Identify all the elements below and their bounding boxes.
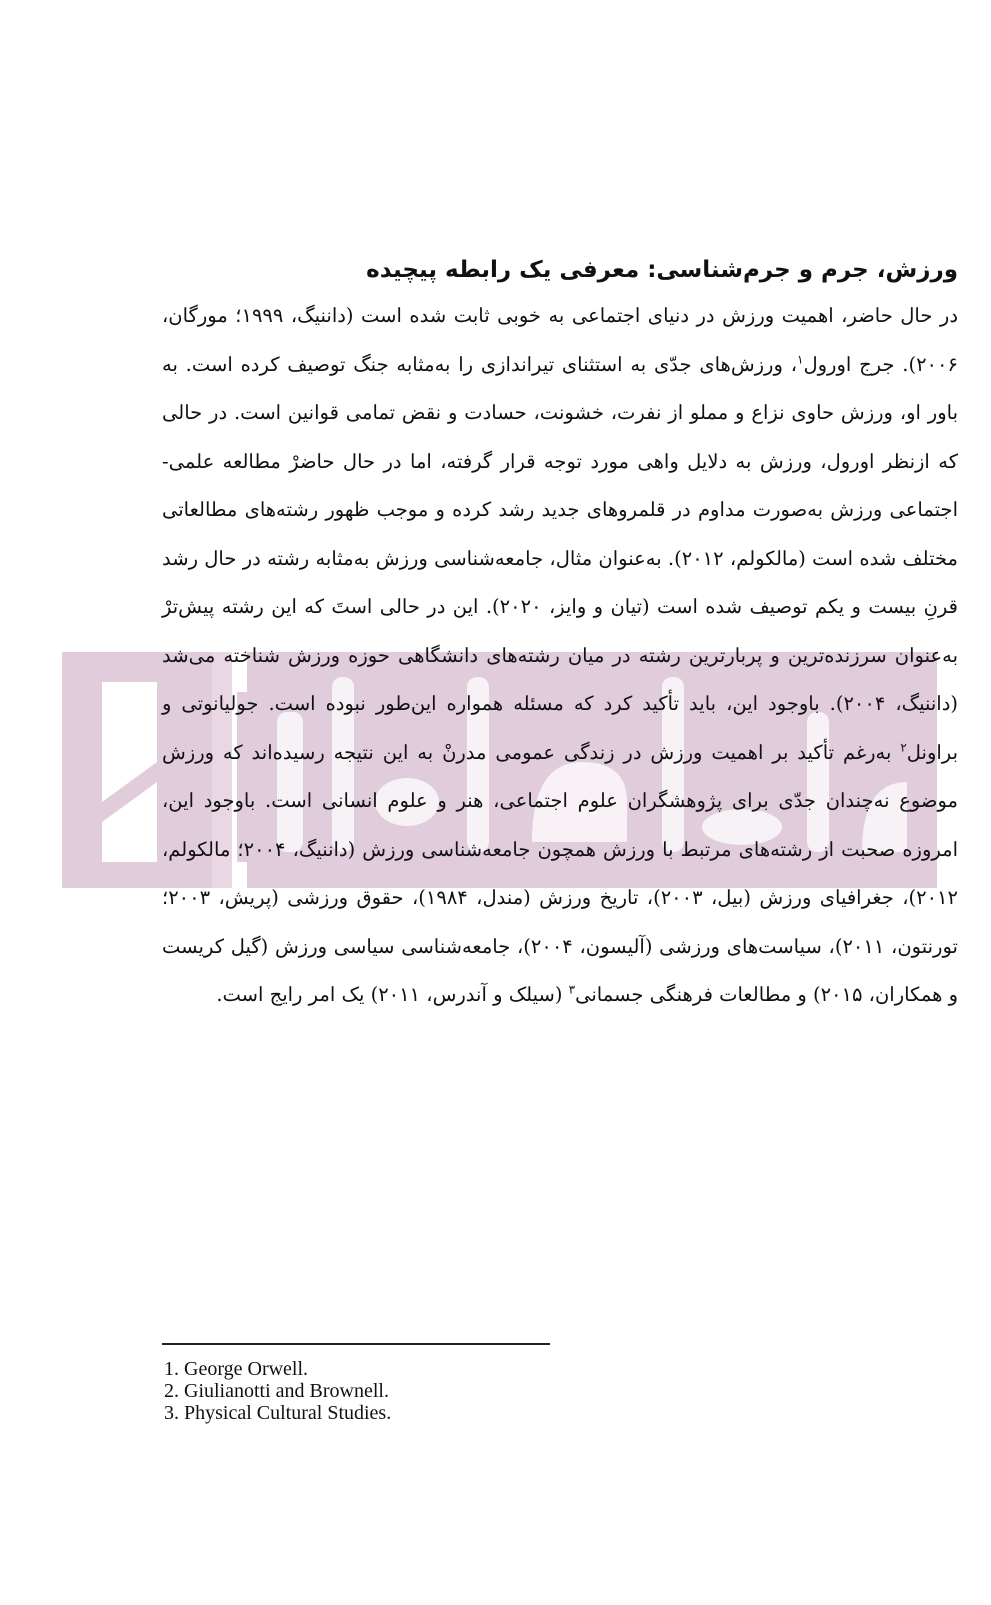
- body-text-part-3: به‌رغم تأکید بر اهمیت ورزش در زندگی عمومی مدرنْ به این نتیجه رسیده‌اند که ورزش موضوع نه‌چندان جدّی برای پژوهشگران علوم اجتماعی، هنر و علوم انسانی است. باوجود این، امروزه صحبت از رشته‌های مرتبط با ورزش همچون جامعه‌شناسی ورزش (داننیگ، ۲۰۰۴؛ مالکولم، ۲۰۱۲)، جغرافیای ورزش (بیل، ۲۰۰۳)، تاریخ ورزش (مندل، ۱۹۸۴)، حقوق ورزشی (پریش، ۲۰۰۳؛ تورنتون، ۲۰۱۱)، سیاست‌های ورزشی (آلیسون، ۲۰۰۴)، جامعه‌شناسی سیاسی ورزش (گیل کریست و همکاران، ۲۰۱۵) و مطالعات فرهنگی جسمانی: [162, 740, 958, 1006]
- footnote-1: 1. George Orwell.: [164, 1358, 309, 1380]
- footnote-3: 3. Physical Cultural Studies.: [164, 1402, 392, 1424]
- body-text-part-2: ، ورزش‌های جدّی به استثنای تیراندازی را به‌مثابه جنگ توصیف کرده است. به باور او، ورزش حاوی نزاع و مملو از نفرت، خشونت، حسادت و نقض تمامی قوانین است. در حالی که ازنظر اورول، ورزش به دلایل واهی مورد توجه قرار گرفته، اما در حال حاضرْ مطالعه علمی- اجتماعی ورزش به‌صورت مداوم در قلمروهای جدید رشد کرده و موجب ظهور رشته‌های مطالعاتی مختلف شده است (مالکولم، ۲۰۱۲). به‌عنوان مثال، جامعه‌شناسی ورزش به‌مثابه رشته در حال رشد قرنِ بیست و یکم توصیف شده است (تیان و وایز، ۲۰۲۰). این در حالی استَ که این رشته پیش‌ترْ به‌عنوان سرزنده‌ترین و پربارترین رشته در میان رشته‌های دانشگاهی حوزه ورزش شناخته می‌شد (داننیگ، ۲۰۰۴). باوجود این، باید تأکید کرد که مسئله همواره این‌طور نبوده است. جولیانوتی و براونل: [162, 352, 958, 764]
- footnotes: [164, 1358, 664, 1424]
- footnote-ref-2: ۲: [900, 740, 907, 754]
- section-heading: ورزش، جرم و جرم‌شناسی: معرفی یک رابطه پیچیده: [366, 257, 958, 283]
- footnote-2: 2. Giulianotti and Brownell.: [164, 1380, 389, 1402]
- footnote-ref-1: ۱: [796, 352, 804, 366]
- footnote-ref-3: ۳: [568, 982, 576, 997]
- body-paragraph: [162, 292, 958, 1020]
- body-text-part-1: در حال حاضر، اهمیت ورزش در دنیای اجتماعی به خوبی ثابت شده است (داننیگ، ۱۹۹۹؛ مورگان، ۲۰۰۶). جرج اورول: [162, 304, 959, 376]
- footnote-divider: [162, 1343, 550, 1345]
- page-content: [162, 250, 958, 1020]
- body-text-part-4: (سیلک و آندرس، ۲۰۱۱) یک امر رایج است.: [216, 983, 569, 1006]
